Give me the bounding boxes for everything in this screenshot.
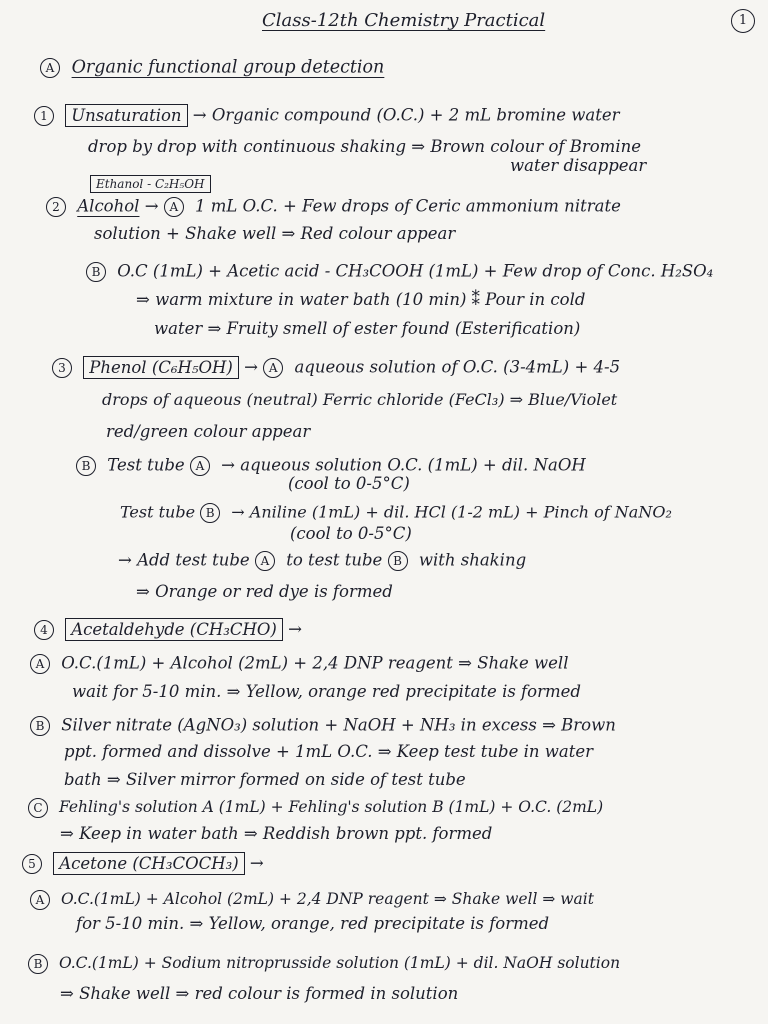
item-4-line-6: bath ⇒ Silver mirror formed on side of test tube	[64, 770, 466, 789]
ethanol-label: Ethanol - C₂H₅OH	[90, 178, 211, 190]
item-5-line-1: 5 Acetone (CH₃COCH₃) →	[22, 854, 264, 874]
item-3-line-4: B Test tube A → aqueous solution O.C. (1mL) + dil. NaOH	[76, 456, 586, 476]
item-1-line-3: water disappear	[510, 156, 647, 175]
item-3-line-5: (cool to 0-5°C)	[288, 474, 410, 493]
item-2-line-5: water ⇒ Fruity smell of ester found (Esterification)	[154, 319, 581, 338]
item-5-line-2: A O.C.(1mL) + Alcohol (2mL) + 2,4 DNP reagent ⇒ Shake well ⇒ wait	[30, 890, 594, 910]
item-4-line-2: A O.C.(1mL) + Alcohol (2mL) + 2,4 DNP reagent ⇒ Shake well	[30, 654, 568, 674]
item-2-line-4: ⇒ warm mixture in water bath (10 min) ⁑ Pour in cold	[136, 290, 586, 309]
item-4-line-7: C Fehling's solution A (1mL) + Fehling's solution B (1mL) + O.C. (2mL)	[28, 798, 603, 818]
item-3-line-9: ⇒ Orange or red dye is formed	[136, 582, 393, 601]
item-4-line-4: B Silver nitrate (AgNO₃) solution + NaOH + NH₃ in excess ⇒ Brown	[30, 716, 616, 736]
item-4-line-8: ⇒ Keep in water bath ⇒ Reddish brown ppt. formed	[60, 824, 493, 843]
item-4-line-3: wait for 5-10 min. ⇒ Yellow, orange red precipitate is formed	[72, 682, 581, 701]
item-2-line-2: solution + Shake well ⇒ Red colour appear	[94, 224, 456, 243]
item-4-line-5: ppt. formed and dissolve + 1mL O.C. ⇒ Keep test tube in water	[64, 742, 593, 761]
item-5-line-5: ⇒ Shake well ⇒ red colour is formed in solution	[60, 984, 459, 1003]
page-title: Class-12th Chemistry Practical	[262, 10, 546, 31]
item-3-line-2: drops of aqueous (neutral) Ferric chloride (FeCl₃) ⇒ Blue/Violet	[102, 390, 618, 409]
item-3-line-1: 3 Phenol (C₆H₅OH) → A aqueous solution of O.C. (3-4mL) + 4-5	[52, 358, 620, 378]
section-heading: A Organic functional group detection	[40, 58, 384, 78]
item-2-line-3: B O.C (1mL) + Acetic acid - CH₃COOH (1mL) + Few drop of Conc. H₂SO₄	[86, 262, 713, 282]
item-1-line-2: drop by drop with continuous shaking ⇒ Brown colour of Bromine	[88, 137, 641, 156]
item-4-line-1: 4 Acetaldehyde (CH₃CHO) →	[34, 620, 302, 640]
item-3-line-8: → Add test tube A to test tube B with shaking	[118, 550, 527, 570]
item-3-line-3: red/green colour appear	[106, 422, 311, 441]
page-number: 1	[731, 9, 755, 33]
item-3-line-7: (cool to 0-5°C)	[290, 524, 412, 543]
item-2-line-1: 2 Alcohol → A 1 mL O.C. + Few drops of Ceric ammonium nitrate	[46, 197, 621, 217]
item-1-line-1: 1 Unsaturation → Organic compound (O.C.) + 2 mL bromine water	[34, 106, 620, 126]
item-5-line-4: B O.C.(1mL) + Sodium nitroprusside solution (1mL) + dil. NaOH solution	[28, 954, 620, 974]
item-5-line-3: for 5-10 min. ⇒ Yellow, orange, red precipitate is formed	[76, 914, 550, 933]
item-3-line-6: Test tube B → Aniline (1mL) + dil. HCl (1-2 mL) + Pinch of NaNO₂	[120, 502, 672, 522]
